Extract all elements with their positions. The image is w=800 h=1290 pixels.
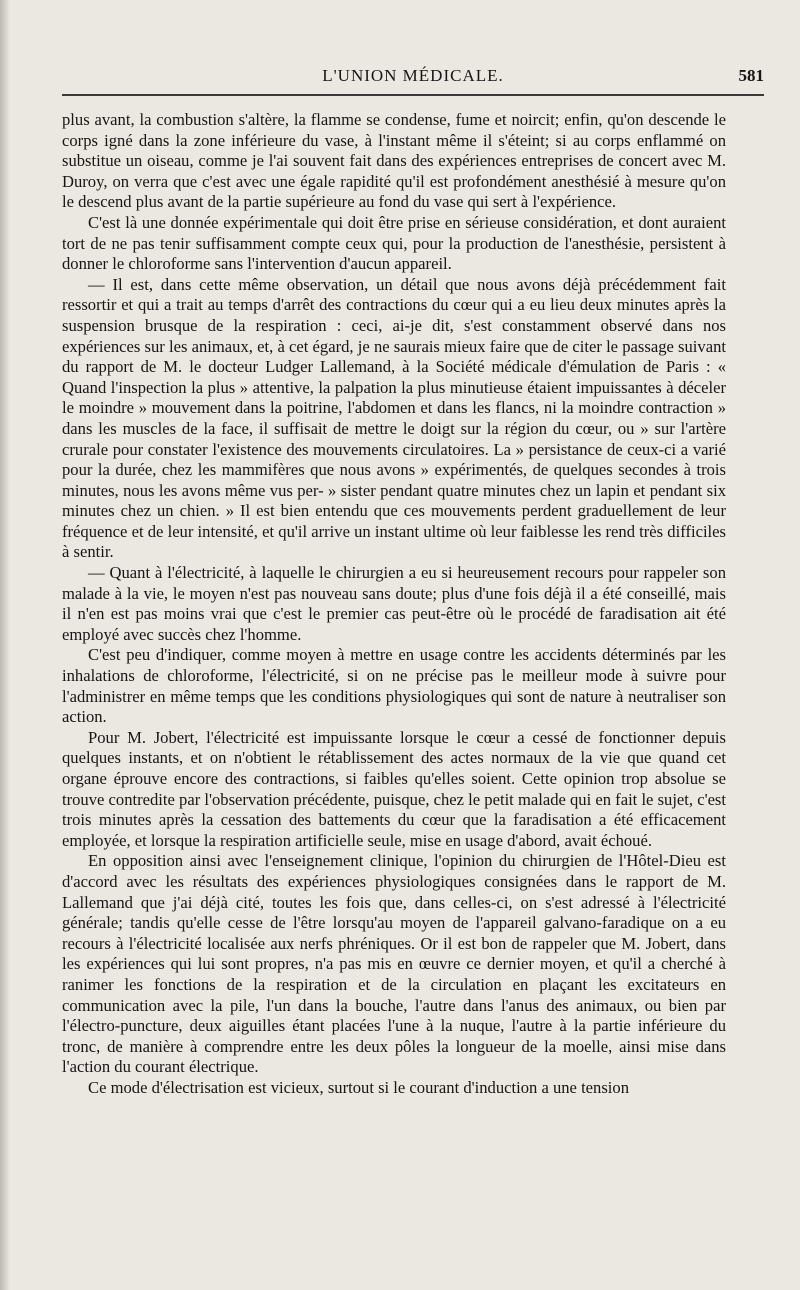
page-header <box>62 66 764 92</box>
header-rule <box>62 94 764 96</box>
paragraph-4: — Quant à l'électricité, à laquelle le chirurgien a eu si heureusement recours pour rappeler son malade à la vie, le moyen n'est pas nouveau sans doute; plus d'une fois déjà il a été conseillé, mais il n'en est pas moins vrai que c'est le premier cas peut-être où le procédé de faradisation ait été employé avec succès chez l'homme. <box>62 563 726 644</box>
paragraph-8: Ce mode d'électrisation est vicieux, surtout si le courant d'induction a une tension <box>88 1077 629 1097</box>
article-body <box>62 110 726 1099</box>
running-title: L'UNION MÉDICALE. <box>322 66 504 85</box>
paragraph-2: C'est là une donnée expérimentale qui doit être prise en sérieuse considération, et dont auraient tort de ne pas tenir suffisamment compte ceux qui, pour la production de l'anesthésie, persistent à donner le chloroforme sans l'intervention d'aucun appareil. <box>62 212 726 274</box>
paragraph-3: — Il est, dans cette même observation, un détail que nous avons déjà précédemment fait ressortir et qui a trait au temps d'arrêt des contractions du cœur qui a eu lieu deux minutes après la suspension brusque de la respiration : ceci, ai-je dit, s'est constamment observé dans nos expériences sur les animaux, et, à cet égard, je ne saurais mieux faire que de citer le passage suivant du rapport de M. le docteur Ludger Lallemand, à la Société médicale d'émulation de Paris : « Quand l'inspection la plus » attentive, la palpation la plus minutieuse étaient impuissantes à déceler le moindre » mouvement dans la poitrine, l'abdomen et dans les flancs, ni la moindre contraction » dans les muscles de la face, il suffisait de mettre le doigt sur la région du cœur, ou » sur l'artère crurale pour constater l'existence des mouvements circulatoires. La » persistance de ceux-ci a varié pour la durée, chez les mammifères que nous avons » expérimentés, de quelques secondes à trois minutes, nous les avons même vus per- » sister pendant quatre minutes chez un lapin et pendant six minutes chez un chien. » Il est bien entendu que ces mouvements perdent graduellement de leur fréquence et de leur intensité, et qu'il arrive un instant ultime où leur faiblesse les rend très difficiles à sentir. <box>62 274 726 562</box>
page-number: 581 <box>738 66 764 85</box>
paragraph-6: Pour M. Jobert, l'électricité est impuissante lorsque le cœur a cessé de fonctionner depuis quelques instants, et on n'obtient le rétablissement des actes normaux de la vie que quand cet organe éprouve encore des contractions, si faibles qu'elles soient. Cette opinion trop absolue se trouve contredite par l'observation précédente, puisque, chez le petit malade qui en fait le sujet, c'est trois minutes après la cessation des battements du cœur que la faradisation a été efficacement employée, et lorsque la respiration artificielle seule, mise en usage d'abord, avait échoué. <box>62 727 726 850</box>
paragraph-7: En opposition ainsi avec l'enseignement clinique, l'opinion du chirurgien de l'Hôtel-Dieu est d'accord avec les résultats des expériences physiologiques consignées dans le rapport de M. Lallemand que j'ai déjà cité, toutes les fois que, dans celles-ci, on s'est adressé à l'électricité générale; tandis qu'elle cesse de l'être lorsqu'au moyen de l'appareil galvano-faradique on a eu recours à l'électricité localisée aux nerfs phréniques. Or il est bon de rappeler que M. Jobert, dans les expériences qui lui sont propres, n'a pas mis en œuvre ce dernier moyen, et qu'il a cherché à ranimer les fonctions de la respiration et de la circulation en plaçant les excitateurs en communication avec la pile, l'un dans la bouche, l'autre dans l'anus des animaux, ou bien par l'électro-puncture, deux aiguilles étant placées l'une à la nuque, l'autre à la partie inférieure du tronc, de manière à comprendre entre les deux pôles la longueur de la moelle, ainsi mise dans l'action du courant électrique. <box>62 851 726 1077</box>
page-shadow-edge <box>0 0 10 1290</box>
paragraph-1: plus avant, la combustion s'altère, la flamme se condense, fume et noircit; enfin, qu'on descende le corps igné dans la zone inférieure du vase, à l'instant même il s'éteint; si au corps enflammé on substitue un oiseau, comme je l'ai souvent fait dans des expériences entreprises de concert avec M. Duroy, on verra que c'est avec une égale rapidité qu'il est profondément anesthésié à mesure qu'on le descend plus avant de la partie supérieure au fond du vase qui sert à l'expérience. <box>62 110 726 212</box>
paragraph-5: C'est peu d'indiquer, comme moyen à mettre en usage contre les accidents déterminés par les inhalations de chloroforme, l'électricité, si on ne précise pas le meilleur mode à suivre pour l'administrer en même temps que les conditions physiologiques qui sont de nature à neutraliser son action. <box>62 645 726 727</box>
